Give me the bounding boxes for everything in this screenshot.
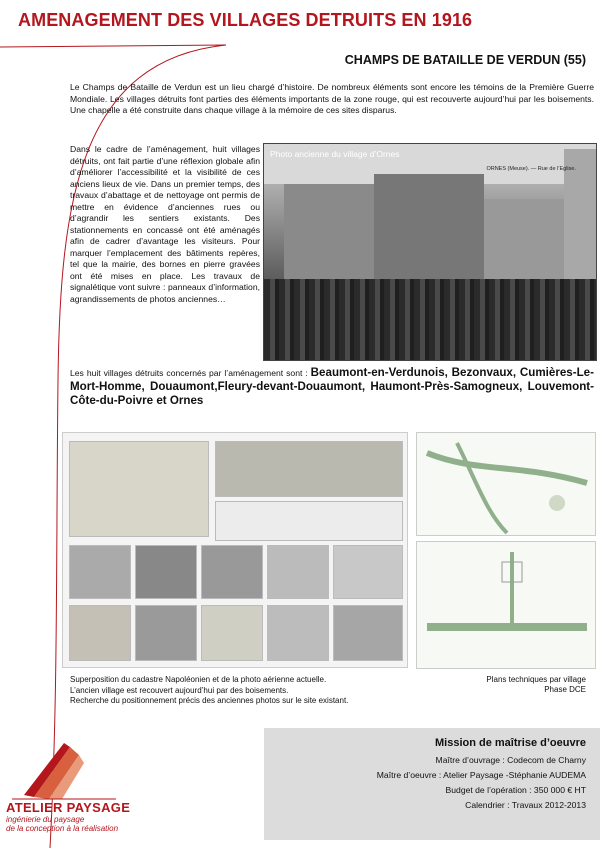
caption-line: Recherche du positionnement précis des anciennes photos sur le site existant. [70, 696, 349, 705]
left-captions [70, 675, 410, 707]
logo-tagline [6, 816, 118, 833]
historic-photo [263, 143, 597, 361]
caption-line: Phase DCE [544, 685, 586, 694]
mission-box [264, 728, 600, 840]
intro-paragraph: Le Champs de Bataille de Verdun est un lieu chargé d’histoire. De nombreux éléments sont encore les témoins de la Première Guerre Mondiale. Les villages détruits font parties des éléments importants de la zone rouge, qui est recouverte aujourd’hui par les boisements. Une chapelle a été construite dans chaque village à la mémoire de ces sites disparus. [70, 82, 594, 116]
logo-name: ATELIER PAYSAGE [6, 800, 131, 815]
caption-line: Plans techniques par village [486, 675, 586, 684]
caption-line: Superposition du cadastre Napoléonien et de la photo aérienne actuelle. [70, 675, 327, 684]
villages-lead: Les huit villages détruits concernés par l’aménagement sont : [70, 368, 311, 378]
page-subtitle: CHAMPS DE BATAILLE DE VERDUN (55) [344, 53, 586, 67]
cadastre-panel [62, 432, 408, 668]
caption-line: L’ancien village est recouvert aujourd’hui par des boisements. [70, 685, 289, 695]
mission-title: Mission de maîtrise d’oeuvre [435, 737, 586, 749]
plan-drawing-1 [417, 433, 597, 537]
photo-inner-caption: ORNES (Meuse). — Rue de l’Eglise. [486, 166, 576, 172]
technical-plan-2 [416, 541, 596, 669]
mission-line: Maître d’ouvrage : Codecom de Charny [435, 755, 586, 765]
page-title: AMENAGEMENT DES VILLAGES DETRUITS EN 1916 [18, 10, 473, 30]
logo-tagline-2: de la conception à la réalisation [6, 823, 119, 833]
villages-paragraph [70, 366, 594, 408]
right-captions [406, 675, 586, 695]
mission-line: Maître d’oeuvre : Atelier Paysage -Stéphanie AUDEMA [376, 770, 586, 780]
photo-caption: Photo ancienne du village d’Ornes [270, 149, 400, 159]
description-paragraph: Dans le cadre de l’aménagement, huit villages détruits, ont fait partie d’une réflexion globale afin d’améliorer l’accessibilité et la visibilité de ces anciens lieux de vie. Dans un premier temps, des travaux d’abattage et de nettoyage ont permis de mettre en évidence d’anciennes rues ou d’agrandir les sentiers existants. Des stationnements en concassé ont été aménagés afin de cadrer d’avantage les visiteurs. Pour marquer l’emplacement des bâtiments repères, tel que la mairie, des bornes en pierre gravées ont été mises en place. Les travaux de signalétique vont suivre : panneaux d’information, agrandissements de photos anciennes… [70, 144, 260, 304]
villages-list: Beaumont-en-Verdunois, Bezonvaux, Cumières-Le-Mort-Homme, Douaumont,Fleury-devant-Douaumont, Haumont-Près-Samogneux, Louvemont-Côte-du-Poivre et Ornes [70, 366, 594, 407]
logo-tagline-1: ingénierie du paysage [6, 815, 85, 824]
plan-drawing-2 [417, 542, 597, 670]
mission-line: Budget de l’opération : 350 000 € HT [445, 785, 586, 795]
mission-line: Calendrier : Travaux 2012-2013 [465, 800, 586, 810]
technical-plan-1 [416, 432, 596, 536]
